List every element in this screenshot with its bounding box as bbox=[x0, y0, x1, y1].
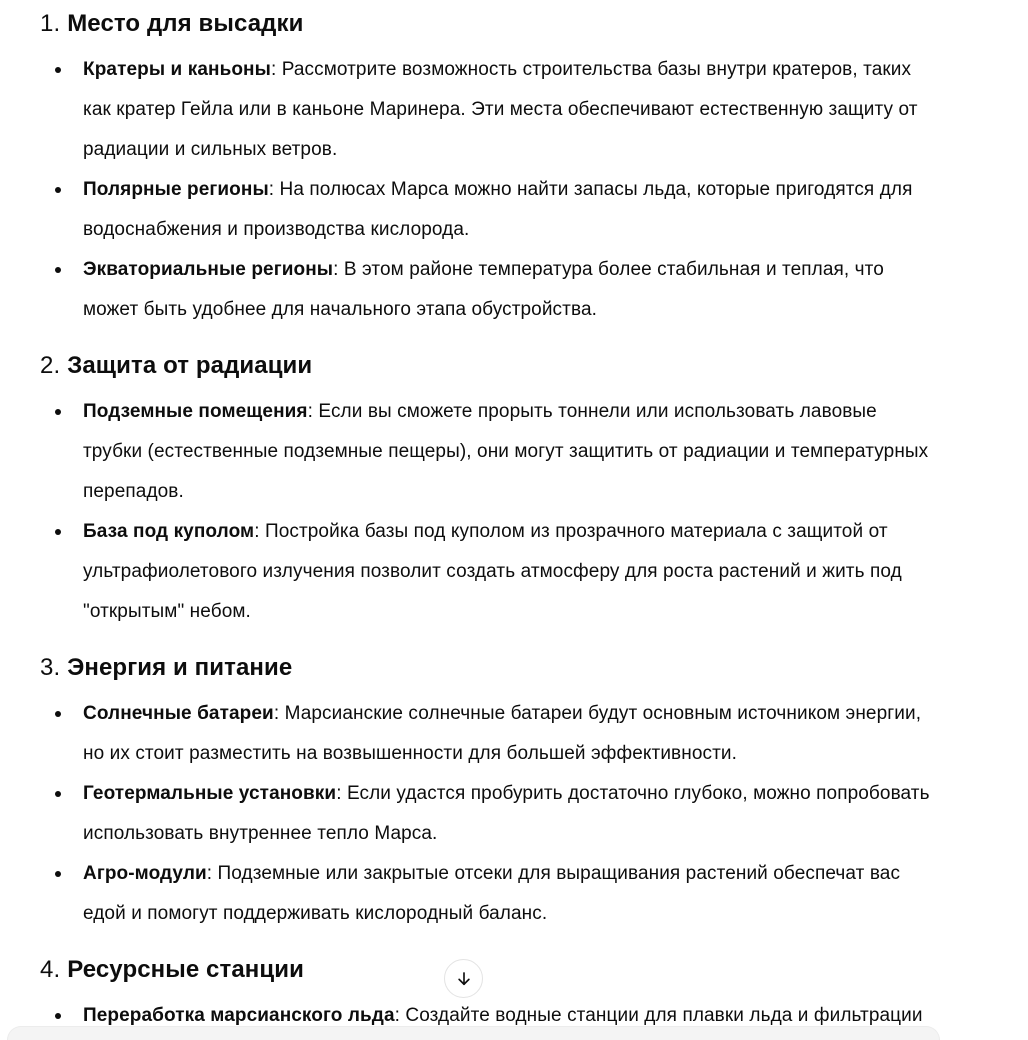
item-desc: : Если удастся пробурить достаточно глубоко, можно попробовать использовать внутреннее тепло Марса. bbox=[83, 783, 930, 844]
section-radiation-protection bbox=[40, 350, 932, 632]
section-list bbox=[40, 50, 932, 330]
scroll-to-bottom-button[interactable] bbox=[444, 959, 483, 998]
item-term: Солнечные батареи bbox=[83, 703, 274, 724]
item-term: Геотермальные установки bbox=[83, 783, 337, 804]
composer-input-bar[interactable] bbox=[7, 1026, 940, 1040]
list-item bbox=[40, 392, 932, 512]
item-desc: : Постройка базы под куполом из прозрачного материала с защитой от ультрафиолетового излучения позволит создать атмосферу для роста растений и жить под "открытым" небом. bbox=[83, 521, 902, 622]
section-number: 4. bbox=[40, 956, 61, 983]
list-item bbox=[40, 694, 932, 774]
list-item bbox=[40, 854, 932, 934]
section-number: 1. bbox=[40, 10, 61, 37]
item-term: База под куполом bbox=[83, 521, 255, 542]
item-desc: : В этом районе температура более стабильная и теплая, что может быть удобнее для начального этапа обустройства. bbox=[83, 259, 884, 320]
item-desc: : Создайте водные станции для плавки льда и фильтрации bbox=[394, 1005, 923, 1026]
section-energy-food bbox=[40, 652, 932, 934]
item-term: Полярные регионы bbox=[83, 179, 269, 200]
section-heading bbox=[40, 350, 932, 382]
item-term: Подземные помещения bbox=[83, 401, 308, 422]
item-term: Экваториальные регионы bbox=[83, 259, 334, 280]
item-desc: : Если вы сможете прорыть тоннели или использовать лавовые трубки (естественные подземные пещеры), они могут защитить от радиации и температурных перепадов. bbox=[83, 401, 929, 502]
section-title: Ресурсные станции bbox=[67, 956, 304, 983]
list-item bbox=[40, 50, 932, 170]
section-title: Место для высадки bbox=[67, 10, 304, 37]
section-heading bbox=[40, 652, 932, 684]
item-desc: : Марсианские солнечные батареи будут основным источником энергии, но их стоит разместить на возвышенности для большей эффективности. bbox=[83, 703, 922, 764]
item-desc: : Подземные или закрытые отсеки для выращивания растений обеспечат вас едой и помогут поддерживать кислородный баланс. bbox=[83, 863, 901, 924]
list-item bbox=[40, 250, 932, 330]
arrow-down-icon bbox=[455, 970, 473, 988]
section-heading bbox=[40, 8, 932, 40]
list-item bbox=[40, 512, 932, 632]
section-title: Защита от радиации bbox=[67, 352, 313, 379]
section-list bbox=[40, 392, 932, 632]
section-heading bbox=[40, 954, 932, 986]
section-resource-stations bbox=[40, 954, 932, 1036]
item-desc: : Рассмотрите возможность строительства базы внутри кратеров, таких как кратер Гейла или в каньоне Маринера. Эти места обеспечивают естественную защиту от радиации и сильных ветров. bbox=[83, 59, 918, 160]
item-term: Переработка марсианского льда bbox=[83, 1005, 395, 1026]
list-item bbox=[40, 170, 932, 250]
section-number: 2. bbox=[40, 352, 61, 379]
section-title: Энергия и питание bbox=[67, 654, 293, 681]
list-item bbox=[40, 774, 932, 854]
section-number: 3. bbox=[40, 654, 61, 681]
item-desc: : На полюсах Марса можно найти запасы льда, которые пригодятся для водоснабжения и производства кислорода. bbox=[83, 179, 913, 240]
section-list bbox=[40, 694, 932, 934]
item-term: Кратеры и каньоны bbox=[83, 59, 271, 80]
section-landing-site bbox=[40, 8, 932, 330]
item-term: Агро-модули bbox=[83, 863, 207, 884]
